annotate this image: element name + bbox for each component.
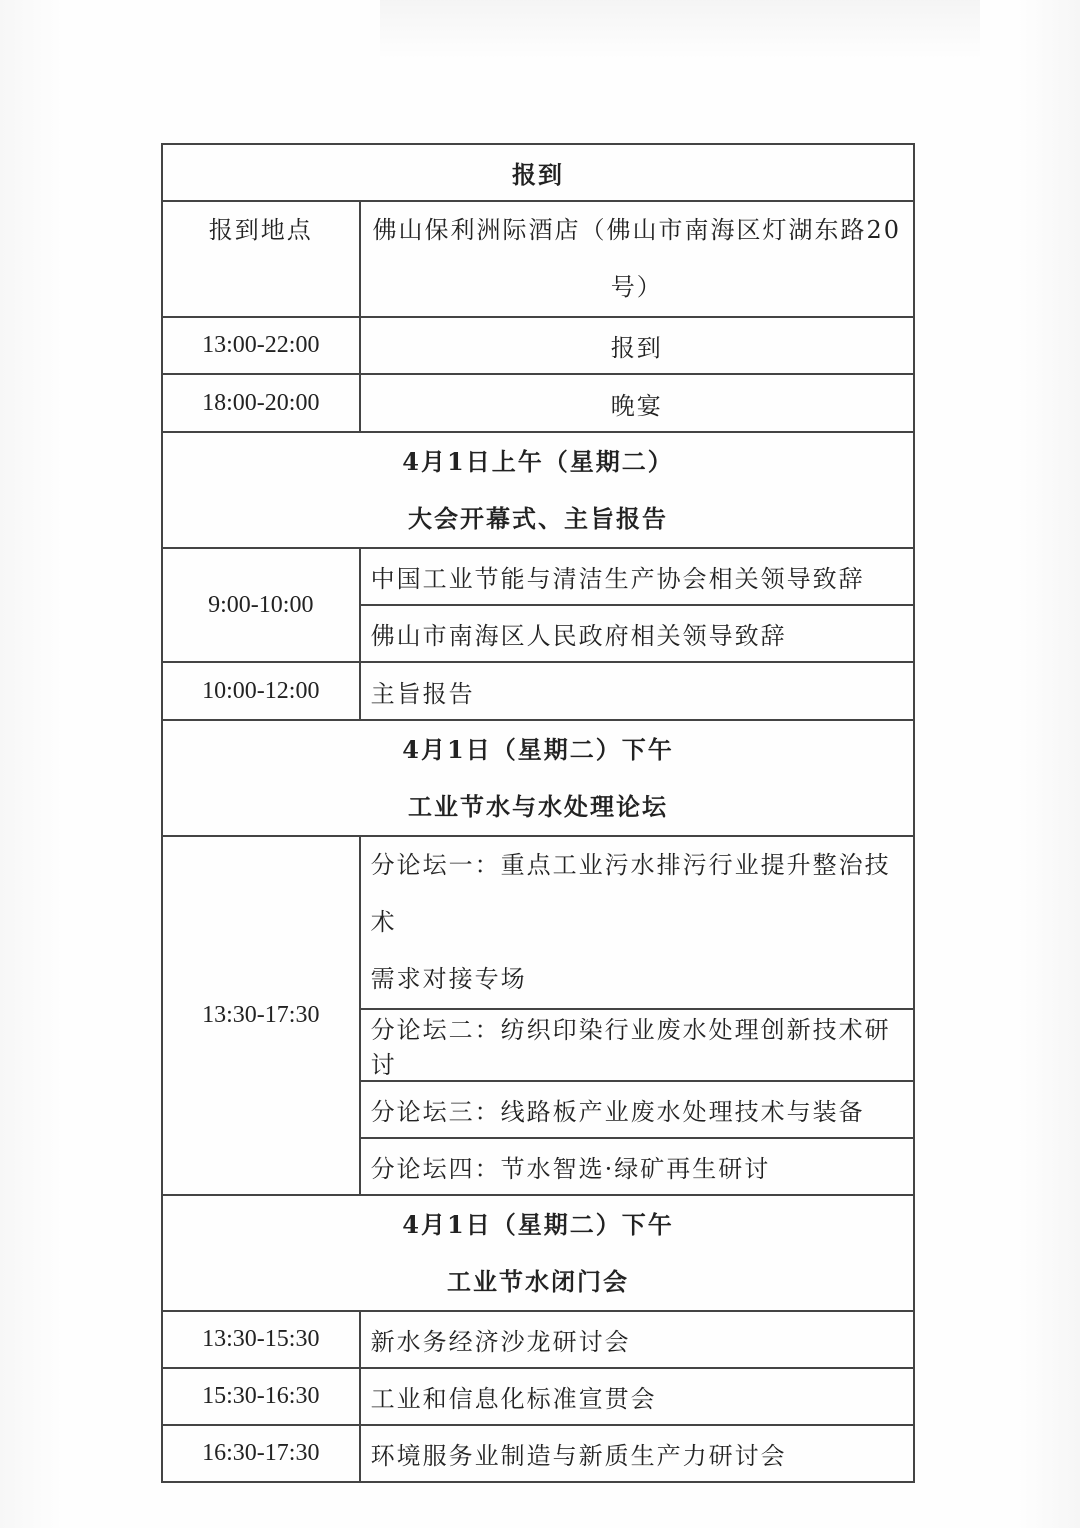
section-header-session3: [162, 1195, 914, 1311]
location-label: 报到地点: [162, 201, 360, 317]
time-cell: 13:30-17:30: [162, 836, 360, 1195]
event-cell: 新水务经济沙龙研讨会: [360, 1311, 914, 1368]
section-header-session2: [162, 720, 914, 836]
time-cell: 10:00-12:00: [162, 662, 360, 720]
location-value-line1: 佛山保利洲际酒店（佛山市南海区灯湖东路20: [372, 216, 902, 244]
event-cell: [360, 836, 914, 1009]
event-line: 分论坛一：重点工业污水排污行业提升整治技术: [370, 851, 891, 936]
event-cell: 环境服务业制造与新质生产力研讨会: [360, 1425, 914, 1482]
table-row: [162, 1368, 914, 1425]
table-row: [162, 374, 914, 432]
table-row: [162, 317, 914, 374]
event-cell: 工业和信息化标准宣贯会: [360, 1368, 914, 1425]
event-cell: 佛山市南海区人民政府相关领导致辞: [360, 605, 914, 662]
time-cell: 16:30-17:30: [162, 1425, 360, 1482]
table-row: [162, 201, 914, 317]
table-row: [162, 432, 914, 548]
event-cell: 晚宴: [360, 374, 914, 432]
table-row: [162, 836, 914, 1009]
time-cell: 13:30-15:30: [162, 1311, 360, 1368]
table-row: [162, 1425, 914, 1482]
table-row: [162, 720, 914, 836]
session-title: 工业节水与水处理论坛: [408, 792, 668, 821]
table-row: [162, 1311, 914, 1368]
table-row: [162, 662, 914, 720]
session-title: 大会开幕式、主旨报告: [408, 504, 668, 533]
table-row: [162, 548, 914, 605]
section-header-registration: 报到: [162, 144, 914, 201]
time-cell: 9:00-10:00: [162, 548, 360, 662]
event-cell: 报到: [360, 317, 914, 374]
time-cell: 15:30-16:30: [162, 1368, 360, 1425]
table-row: [162, 144, 914, 201]
event-cell: 分论坛四：节水智选·绿矿再生研讨: [360, 1138, 914, 1195]
event-cell: 主旨报告: [360, 662, 914, 720]
session-date: 4月1日上午（星期二）: [402, 447, 674, 476]
schedule-table: [161, 143, 915, 1483]
session-date: 4月1日（星期二）下午: [402, 1210, 674, 1239]
session-date: 4月1日（星期二）下午: [402, 735, 674, 764]
scan-artifact: [380, 0, 980, 60]
event-line: 需求对接专场: [370, 965, 527, 993]
event-cell: 分论坛二：纺织印染行业废水处理创新技术研讨: [360, 1009, 914, 1081]
event-cell: 分论坛三：线路板产业废水处理技术与装备: [360, 1081, 914, 1138]
table-row: [162, 1195, 914, 1311]
event-cell: 中国工业节能与清洁生产协会相关领导致辞: [360, 548, 914, 605]
section-header-session1: [162, 432, 914, 548]
time-cell: 13:00-22:00: [162, 317, 360, 374]
session-title: 工业节水闭门会: [447, 1267, 629, 1296]
location-value-line2: 号）: [610, 273, 663, 301]
location-value: [360, 201, 914, 317]
time-cell: 18:00-20:00: [162, 374, 360, 432]
